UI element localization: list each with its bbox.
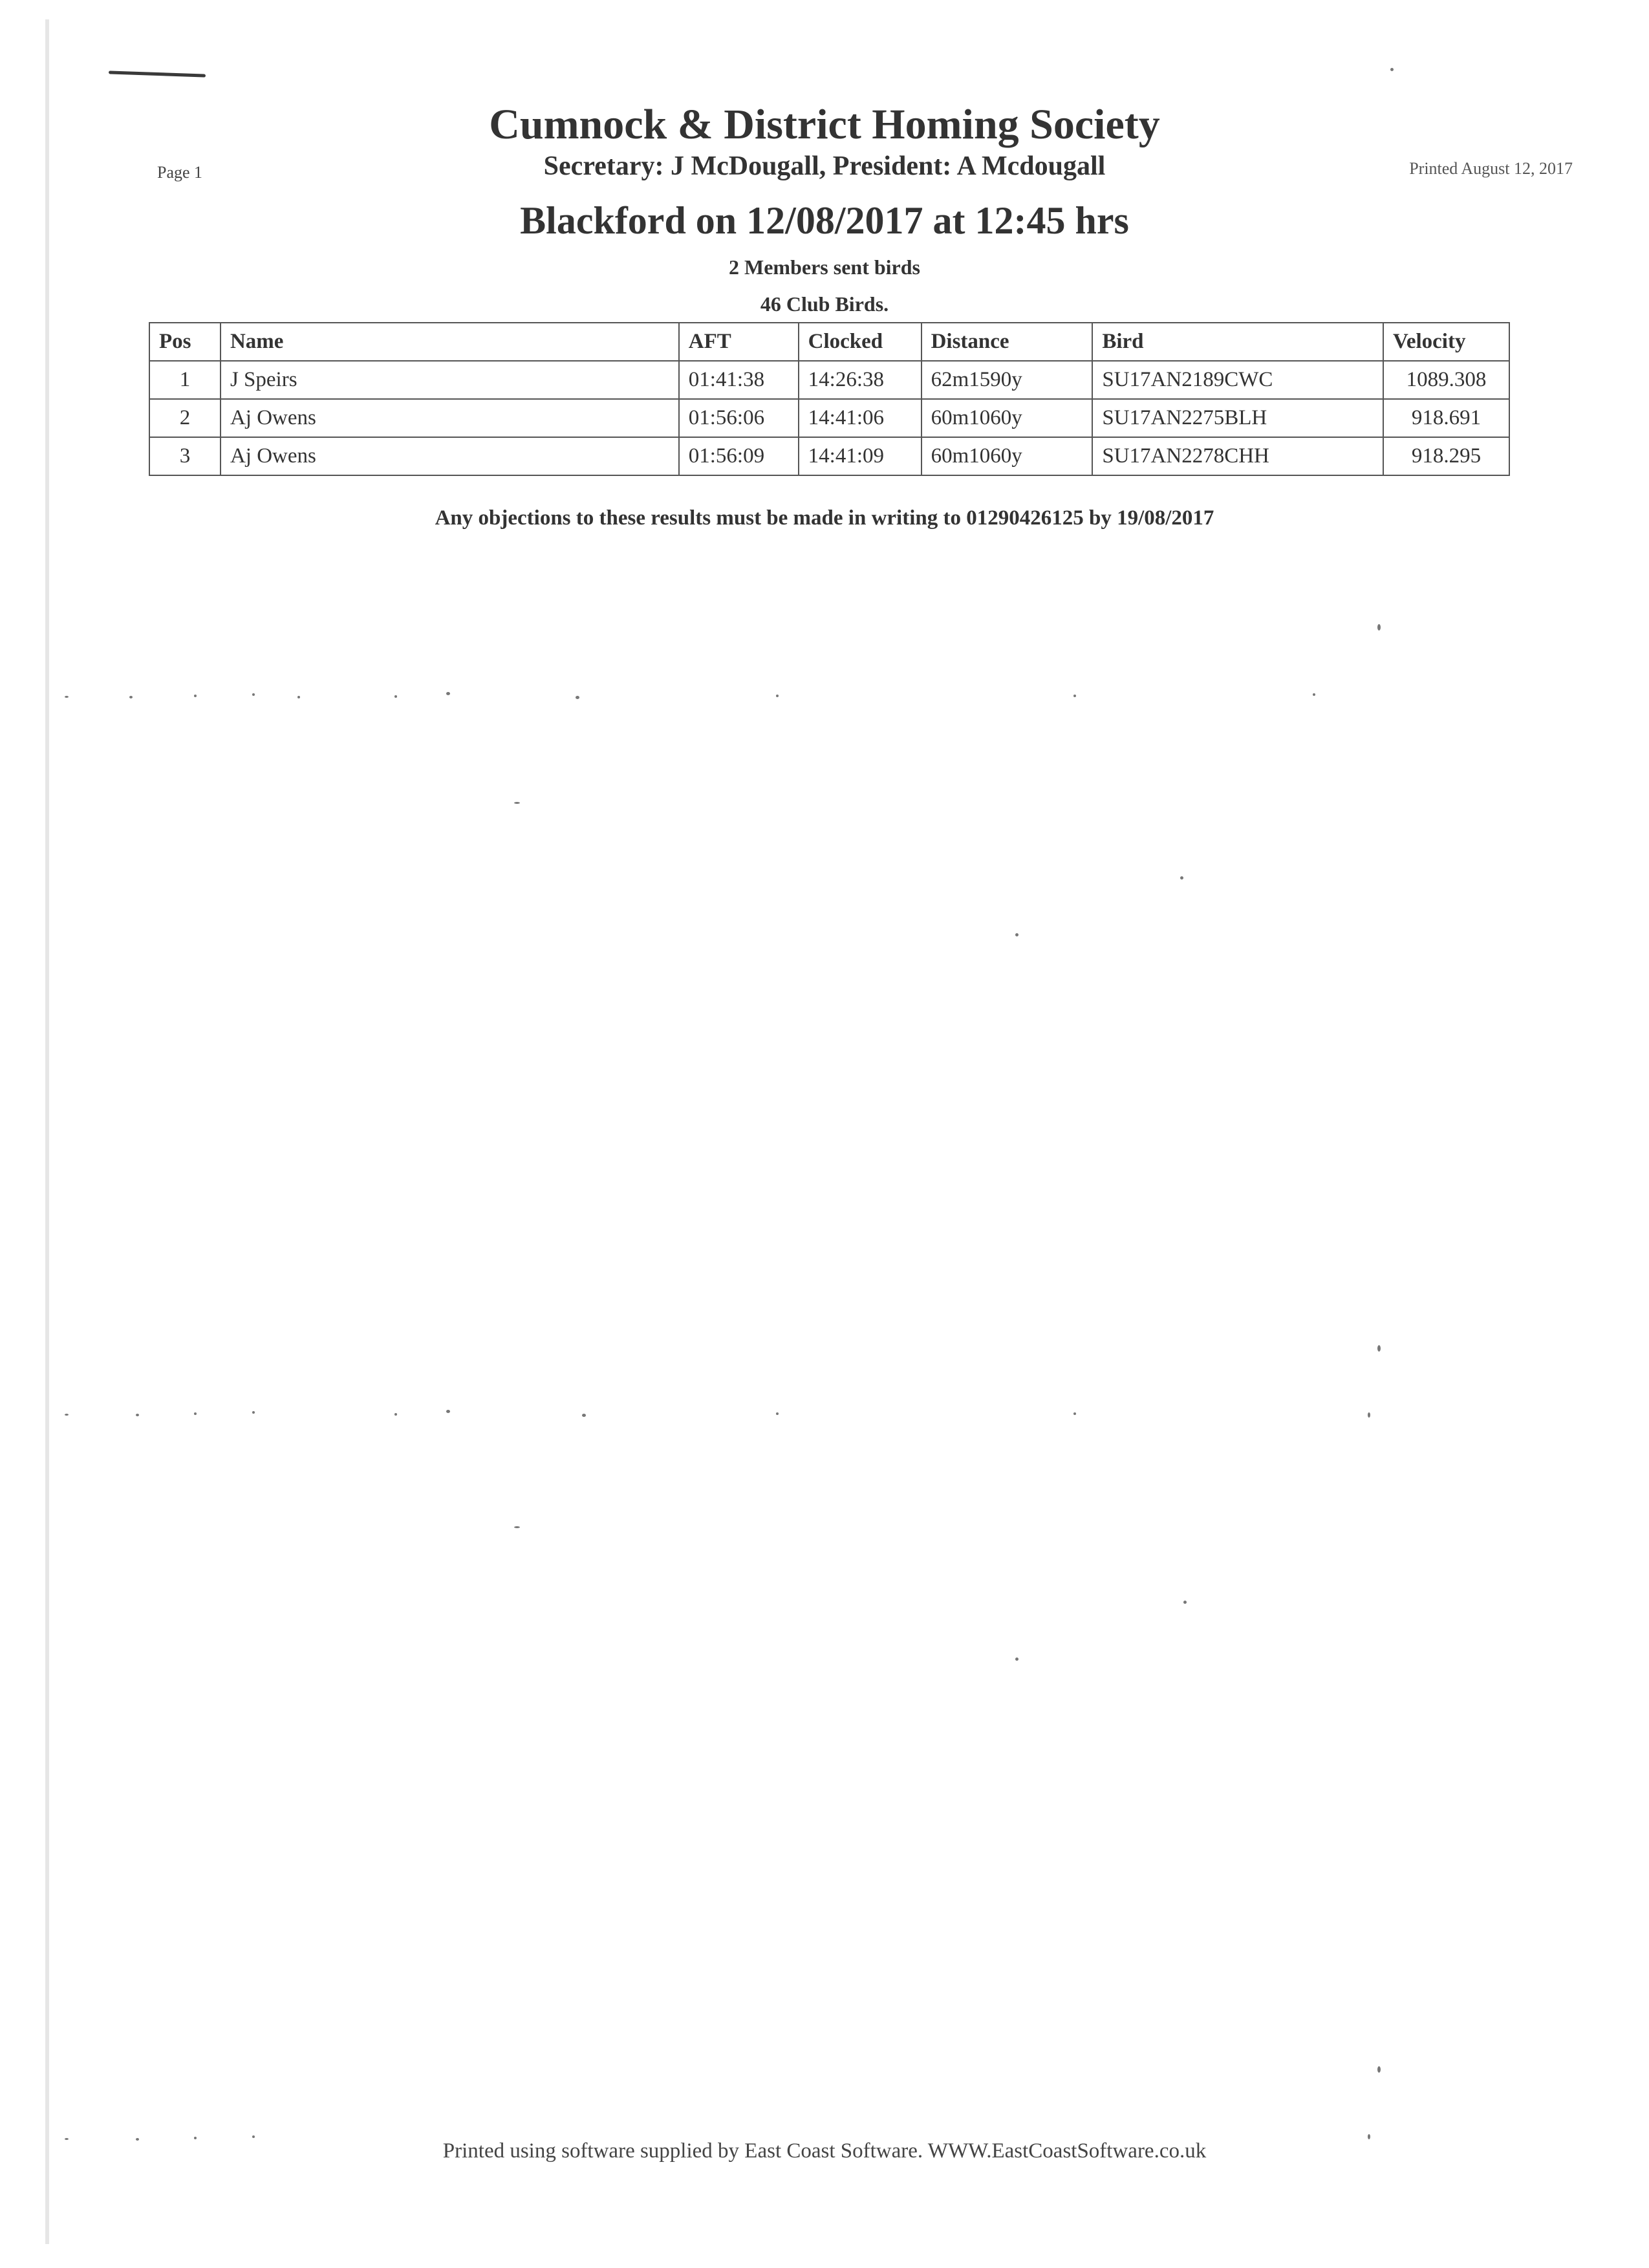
objections-notice: Any objections to these results must be made in writing to 01290426125 by 19/08/2017	[435, 506, 1214, 530]
cell-pos: 2	[149, 399, 221, 437]
cell-distance: 60m1060y	[921, 437, 1093, 475]
scan-noise	[1390, 68, 1394, 71]
column-header-distance: Distance	[921, 323, 1093, 361]
club-birds: 46 Club Birds.	[760, 292, 889, 316]
cell-aft: 01:56:09	[679, 437, 799, 475]
scan-noise	[58, 1410, 1610, 1423]
footer-credit: Printed using software supplied by East Coast Software. WWW.EastCoastSoftware.co.uk	[442, 2139, 1207, 2163]
cell-pos: 1	[149, 361, 221, 399]
column-header-clocked: Clocked	[799, 323, 921, 361]
cell-bird: SU17AN2278CHH	[1092, 437, 1383, 475]
scan-noise	[1015, 1658, 1018, 1661]
cell-name: Aj Owens	[221, 437, 679, 475]
officers-line: Secretary: J McDougall, President: A Mcdougall	[543, 151, 1106, 181]
page-number: Page 1	[157, 163, 203, 182]
scan-edge-shadow	[45, 19, 49, 2244]
scan-noise	[1180, 876, 1183, 880]
cell-clocked: 14:26:38	[799, 361, 921, 399]
cell-velocity: 918.691	[1383, 399, 1509, 437]
cell-clocked: 14:41:06	[799, 399, 921, 437]
column-header-bird: Bird	[1092, 323, 1383, 361]
scan-noise	[514, 1526, 520, 1528]
cell-aft: 01:56:06	[679, 399, 799, 437]
table-row	[149, 437, 1509, 475]
cell-velocity: 1089.308	[1383, 361, 1509, 399]
cell-bird: SU17AN2275BLH	[1092, 399, 1383, 437]
cell-bird: SU17AN2189CWC	[1092, 361, 1383, 399]
cell-name: Aj Owens	[221, 399, 679, 437]
scan-noise	[1377, 2066, 1381, 2073]
cell-distance: 62m1590y	[921, 361, 1093, 399]
scan-noise	[1377, 624, 1381, 631]
cell-clocked: 14:41:09	[799, 437, 921, 475]
table-header-row	[149, 323, 1509, 361]
scan-noise	[1377, 1345, 1381, 1352]
table-row	[149, 399, 1509, 437]
society-title: Cumnock & District Homing Society	[489, 101, 1160, 148]
column-header-aft: AFT	[679, 323, 799, 361]
members-sent: 2 Members sent birds	[729, 255, 920, 279]
results-table	[149, 322, 1510, 476]
printed-date: Printed August 12, 2017	[1409, 159, 1573, 178]
cell-pos: 3	[149, 437, 221, 475]
scan-noise	[58, 692, 1610, 705]
column-header-pos: Pos	[149, 323, 221, 361]
cell-name: J Speirs	[221, 361, 679, 399]
cell-velocity: 918.295	[1383, 437, 1509, 475]
table-row	[149, 361, 1509, 399]
scan-noise	[1183, 1601, 1187, 1604]
race-title: Blackford on 12/08/2017 at 12:45 hrs	[520, 199, 1129, 242]
scan-noise	[1015, 933, 1018, 936]
column-header-velocity: Velocity	[1383, 323, 1509, 361]
scan-noise	[514, 802, 520, 804]
pen-mark	[109, 70, 206, 77]
cell-distance: 60m1060y	[921, 399, 1093, 437]
cell-aft: 01:41:38	[679, 361, 799, 399]
column-header-name: Name	[221, 323, 679, 361]
